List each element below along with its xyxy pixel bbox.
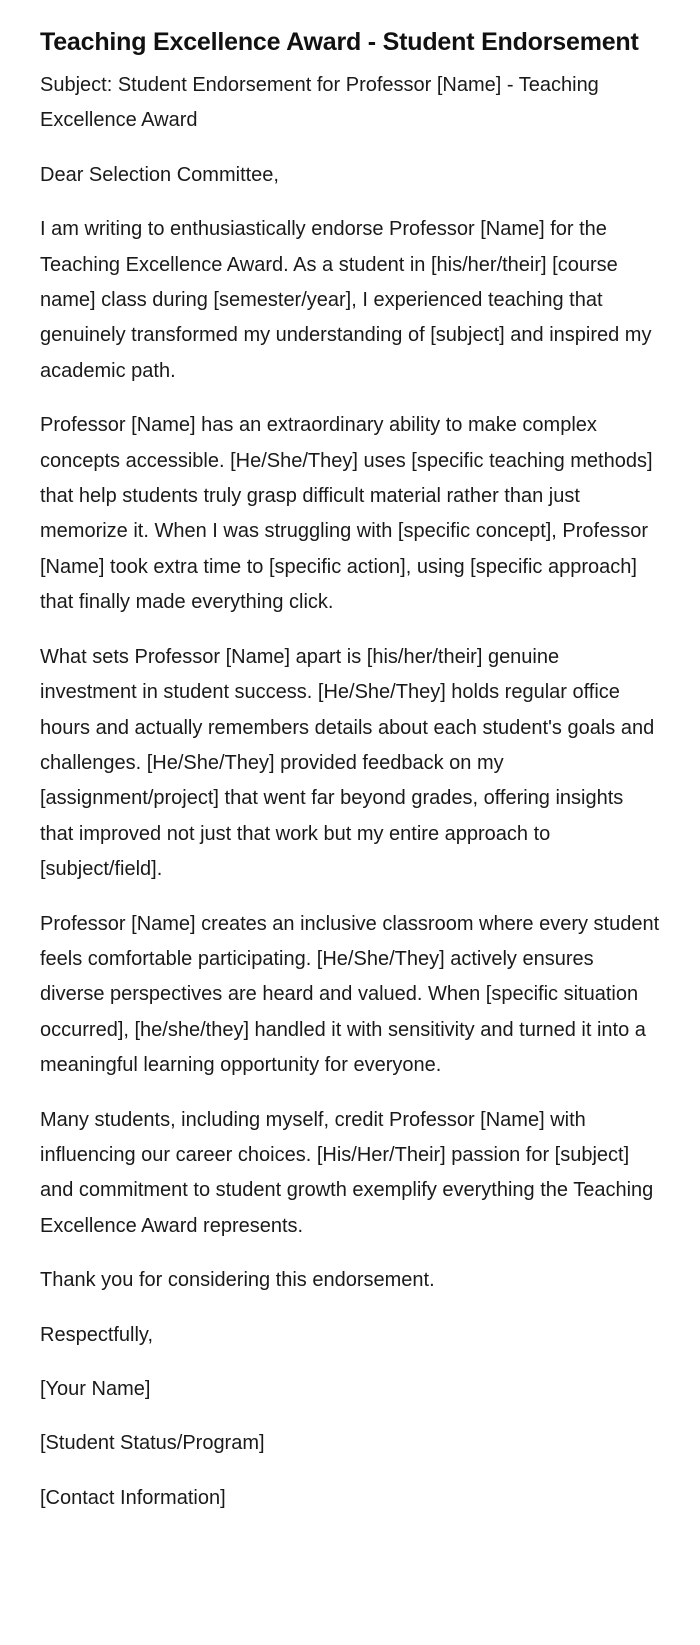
closing-thanks: Thank you for considering this endorsement. [40,1269,435,1292]
body-paragraph-2: Professor [Name] has an extraordinary ability to make complex concepts accessible. [He/She/They] uses [specific teaching methods] that help students truly grasp difficult material rather than just memorize it. When I was struggling with [specific concept], Professor [Name] took extra time to [specific action], using [specific approach] that finally made everything click. [40,414,653,614]
sign-off: Respectfully, [40,1323,154,1346]
subject-line: Subject: Student Endorsement for Professor [Name] - Teaching Excellence Award [40,74,599,132]
document-title: Teaching Excellence Award - Student Endorsement [40,28,639,56]
body-paragraph-4: Professor [Name] creates an inclusive classroom where every student feels comfortable participating. [He/She/They] actively ensures diverse perspectives are heard and valued. When [specific situation occurred], [he/she/they] handled it with sensitivity and turned it into a meaningful learning opportunity for everyone. [40,912,660,1077]
salutation: Dear Selection Committee, [40,163,279,186]
body-paragraph-1: I am writing to enthusiastically endorse Professor [Name] for the Teaching Excellence Award. As a student in [his/her/their] [course name] class during [semester/year], I experienced teaching that genuinely transformed my understanding of [subject] and inspired my academic path. [40,218,652,382]
signature-status: [Student Status/Program] [40,1432,265,1455]
signature-name: [Your Name] [40,1378,151,1400]
signature-contact: [Contact Information] [40,1486,226,1509]
body-paragraph-3: What sets Professor [Name] apart is [his/her/their] genuine investment in student success. [He/She/They] holds regular office hours and actually remembers details about each student's goals and challenges. [He/She/They] provided feedback on my [assignment/project] that went far beyond grades, offering insights that improved not just that work but my entire approach to [subject/field]. [40,645,655,881]
body-paragraph-5: Many students, including myself, credit Professor [Name] with influencing our career choices. [His/Her/Their] passion for [subject] and commitment to student growth exemplify everything the Teaching Excellence Award represents. [40,1108,654,1237]
